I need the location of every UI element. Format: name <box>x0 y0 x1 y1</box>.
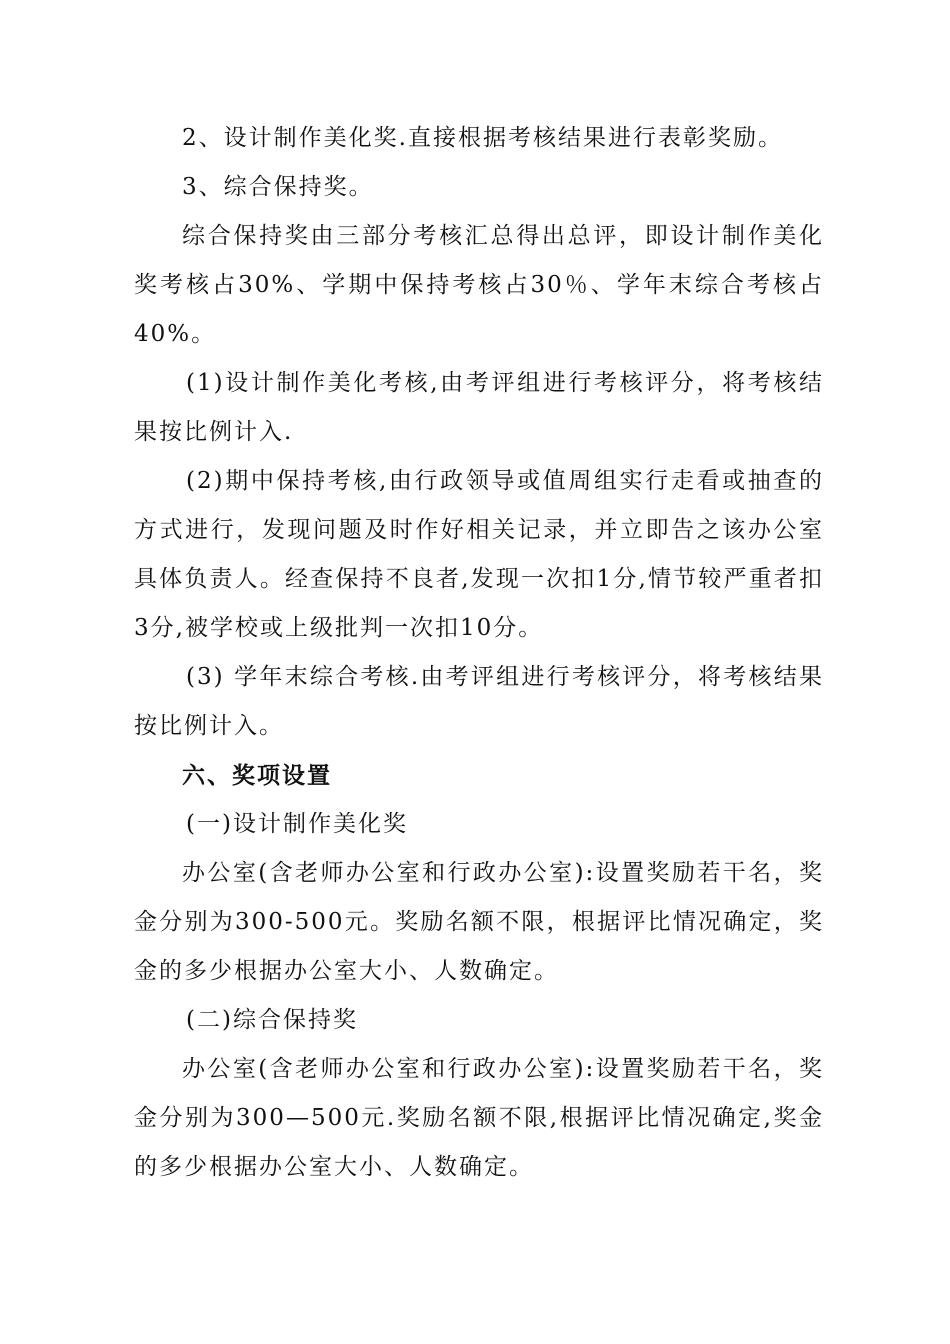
paragraph-item-2: (2)期中保持考核,由行政领导或值周组实行走看或抽查的方式进行，发现问题及时作好相关记录，并立即告之该办公室具体负责人。经查保持不良者,发现一次扣1分,情节较严重者扣3分,被学校或上级批判一次扣10分。 <box>134 468 824 641</box>
section-heading-awards: 六、奖项设置 <box>182 762 332 789</box>
paragraph-item-3: (3) 学年末综合考核.由考评组进行考核评分，将考核结果按比例计入。 <box>134 664 824 739</box>
paragraph-design-award-detail: 办公室(含老师办公室和行政办公室):设置奖励若干名，奖金分别为300-500元。奖励名额不限，根据评比情况确定，奖金的多少根据办公室大小、人数确定。 <box>134 860 824 984</box>
subheading-comprehensive-award: (二)综合保持奖 <box>186 1007 358 1033</box>
document-body <box>134 114 824 1192</box>
paragraph-item-1: (1)设计制作美化考核,由考评组进行考核评分，将考核结果按比例计入. <box>134 370 824 445</box>
paragraph-design-award-note: 2、设计制作美化奖.直接根据考核结果进行表彰奖励。 <box>182 125 783 151</box>
paragraph-comprehensive-award-detail: 办公室(含老师办公室和行政办公室):设置奖励若干名，奖金分别为300—500元.奖励名额不限,根据评比情况确定,奖金的多少根据办公室大小、人数确定。 <box>134 1056 824 1180</box>
paragraph-comprehensive-award-desc: 综合保持奖由三部分考核汇总得出总评，即设计制作美化奖考核占30%、学期中保持考核占30％、学年末综合考核占40%。 <box>134 223 824 347</box>
subheading-design-award: (一)设计制作美化奖 <box>186 811 408 837</box>
paragraph-comprehensive-award-title: 3、综合保持奖。 <box>182 174 374 200</box>
